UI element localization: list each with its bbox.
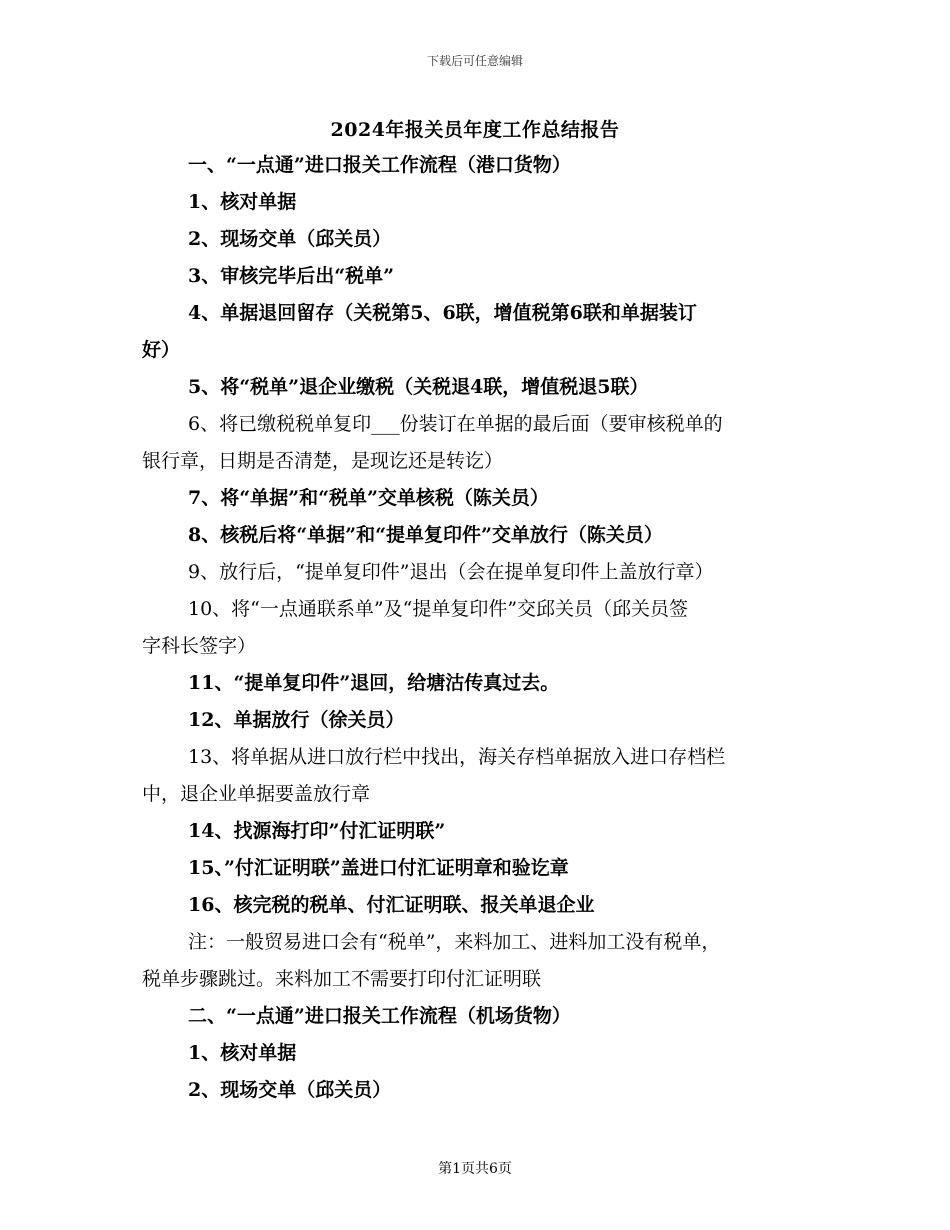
- paragraph-line: 中，退企业单据要盖放行章: [142, 783, 371, 805]
- paragraph-line: 税单步骤跳过。来料加工不需要打印付汇证明联: [142, 968, 542, 990]
- paragraph-line: 8、核税后将“单据”和“提单复印件”交单放行（陈关员）: [188, 524, 663, 546]
- paragraph-line: 13、将单据从进口放行栏中找出，海关存档单据放入进口存档栏: [188, 746, 726, 768]
- paragraph-line: 1、核对单据: [188, 191, 297, 213]
- paragraph-line: 4、单据退回留存（关税第5、6联，增值税第6联和单据装订: [188, 302, 697, 324]
- paragraph-line: 1、核对单据: [188, 1042, 297, 1064]
- paragraph-line: 二、“一点通”进口报关工作流程（机场货物）: [188, 1005, 571, 1027]
- document-title: 2024年报关员年度工作总结报告: [330, 119, 620, 141]
- paragraph-line: 字科长签字）: [142, 635, 257, 657]
- paragraph-line: 银行章，日期是否清楚，是现讫还是转讫）: [142, 450, 504, 472]
- paragraph-line: 注：一般贸易进口会有“税单”，来料加工、进料加工没有税单，: [188, 931, 721, 953]
- paragraph-line: 3、审核完毕后出“税单”: [188, 265, 395, 287]
- paragraph-line: 2、现场交单（邱关员）: [188, 1079, 392, 1101]
- paragraph-line: 16、核完税的税单、付汇证明联、报关单退企业: [188, 894, 595, 916]
- paragraph-line: 2、现场交单（邱关员）: [188, 228, 392, 250]
- document-body: [142, 147, 802, 1109]
- page-header: 下载后可任意编辑: [426, 54, 523, 68]
- paragraph-line: 15、”付汇证明联”盖进口付汇证明章和验讫章: [188, 857, 569, 879]
- paragraph-line: 5、将“税单”退企业缴税（关税退4联，增值税退5联）: [188, 376, 649, 398]
- paragraph-line: 12、单据放行（徐关员）: [188, 709, 405, 731]
- page-footer: 第1页共6页: [438, 1161, 512, 1177]
- paragraph-line: 14、找源海打印”付汇证明联”: [188, 820, 446, 842]
- paragraph-line: 11、“提单复印件”退回，给塘沽传真过去。: [188, 672, 560, 694]
- paragraph-line: 10、将“一点通联系单”及“提单复印件”交邱关员（邱关员签: [188, 598, 689, 620]
- paragraph-line: 9、放行后，“提单复印件”退出（会在提单复印件上盖放行章）: [188, 561, 714, 583]
- paragraph-line: 一、“一点通”进口报关工作流程（港口货物）: [188, 154, 571, 176]
- paragraph-line: 6、将已缴税税单复印___份装订在单据的最后面（要审核税单的: [188, 413, 723, 435]
- paragraph-line: 7、将“单据”和“税单”交单核税（陈关员）: [188, 487, 549, 509]
- paragraph-line: 好）: [142, 339, 181, 361]
